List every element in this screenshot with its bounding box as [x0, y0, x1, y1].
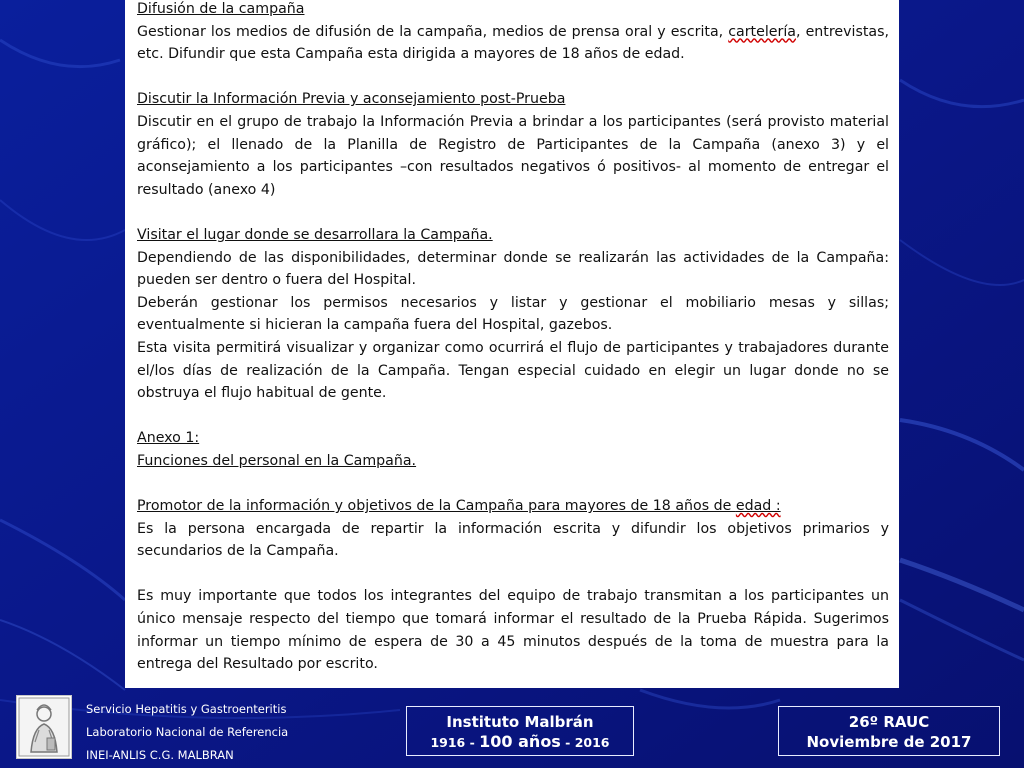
- paragraph-difusion-text-a: Gestionar los medios de difusión de la campaña, medios de prensa oral y escrita,: [137, 23, 729, 40]
- institute-years-start: 1916 -: [430, 735, 480, 750]
- paragraph-difusion: [137, 21, 889, 66]
- footer-line-inei: INEI-ANLIS C.G. MALBRAN: [86, 748, 234, 762]
- heading-informacion-previa: Discutir la Información Previa y aconsejamiento post-Prueba: [137, 91, 566, 108]
- footer-line-servicio: Servicio Hepatitis y Gastroenteritis: [86, 702, 287, 716]
- paragraph-promotor: Es la persona encargada de repartir la información escrita y difundir los objetivos primarios y secundarios de la Campaña.: [137, 520, 889, 560]
- document-text: [137, 0, 889, 676]
- heading-anexo: Anexo 1:: [137, 430, 200, 447]
- heading-promotor: [137, 495, 889, 518]
- document-page: [125, 0, 899, 688]
- spellcheck-word: cartelería: [728, 23, 796, 40]
- malbran-logo-icon: [16, 695, 72, 759]
- heading-funciones: Funciones del personal en la Campaña.: [137, 452, 417, 469]
- paragraph-difusion-text-b: , entrevistas, etc. Difundir que esta Campaña esta dirigida a mayores de 18 años de edad.: [137, 23, 889, 63]
- heading-promotor-text: Promotor de la información y objetivos de la Campaña para mayores de 18 años de: [137, 498, 736, 515]
- paragraph-permisos: Deberán gestionar los permisos necesarios y listar y gestionar el mobiliario mesas y sillas; eventualmente si hicieran la campaña fuera del Hospital, gazebos.: [137, 294, 889, 334]
- institute-years-main: 100 años: [479, 732, 561, 751]
- event-title: 26º RAUC: [848, 713, 930, 731]
- institute-box: [406, 706, 634, 756]
- spellcheck-word-edad: edad :: [735, 498, 781, 515]
- heading-difusion: Difusión de la campaña: [137, 1, 305, 17]
- footer-line-laboratorio: Laboratorio Nacional de Referencia: [86, 725, 289, 739]
- heading-visitar-lugar: Visitar el lugar donde se desarrollara la Campaña.: [137, 226, 493, 243]
- event-box: [778, 706, 1000, 756]
- institute-years-end: - 2016: [560, 735, 610, 750]
- institute-years: [407, 732, 633, 753]
- footer-affiliation: [86, 698, 288, 767]
- paragraph-informacion-previa: Discutir en el grupo de trabajo la Información Previa a brindar a los participantes (será provisto material gráfico); el llenado de la Planilla de Registro de Participantes de la Campaña (anexo 3) y el aconsejamiento a los participantes –con resultados negativos ó positivos- al momento de entregar el resultado (anexo 4): [137, 113, 889, 198]
- paragraph-visita: Esta visita permitirá visualizar y organizar como ocurrirá el flujo de participantes y trabajadores durante el/los días de realización de la Campaña. Tengan especial cuidado en elegir un lugar donde no se obstruya el flujo habitual de gente.: [137, 339, 889, 402]
- event-date: Noviembre de 2017: [806, 733, 972, 751]
- paragraph-mensaje: Es muy importante que todos los integrantes del equipo de trabajo transmitan a los participantes un único mensaje respecto del tiempo que tomará informar el resultado de la Prueba Rápida. Sugerimos informar un tiempo mínimo de espera de 30 a 45 minutos después de la toma de muestra para la entrega del Resultado por escrito.: [137, 588, 889, 673]
- institute-title: Instituto Malbrán: [446, 713, 594, 731]
- logo-figure-icon: [17, 696, 71, 758]
- paragraph-disponibilidades: Dependiendo de las disponibilidades, determinar donde se realizarán las actividades de la Campaña: pueden ser dentro o fuera del Hospital.: [137, 249, 889, 289]
